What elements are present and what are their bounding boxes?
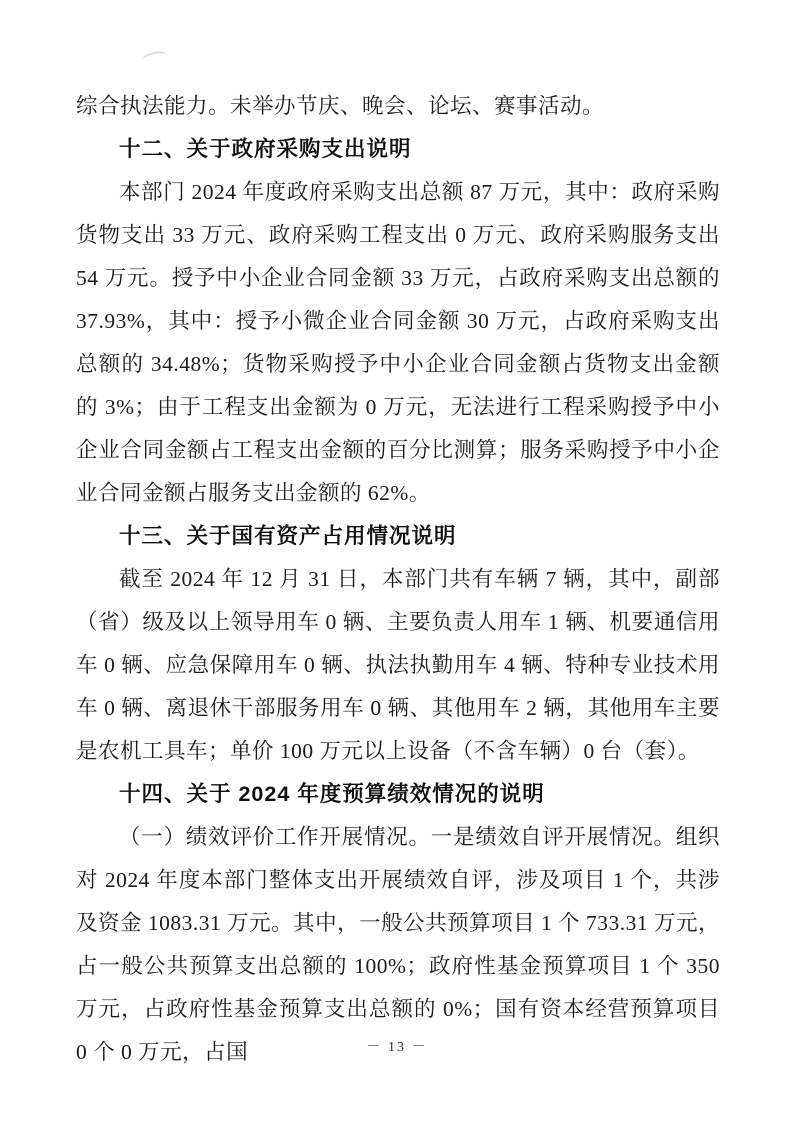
paragraph-performance-evaluation: （一）绩效评价工作开展情况。一是绩效自评开展情况。组织对 2024 年度本部门整体支出开展绩效自评，涉及项目 1 个，共涉及资金 1083.31 万元。其中，一般公共预算项目 1 个 733.31 万元，占一般公共预算支出总额的 100%；政府性基金预算项目 1 个 350 万元，占政府性基金预算支出总额的 0%；国有资本经营预算项目 0 个 0 万元，占国 <box>76 825 721 1064</box>
paragraph-assets-details: 截至 2024 年 12 月 31 日，本部门共有车辆 7 辆，其中，副部（省）级及以上领导用车 0 辆、主要负责人用车 1 辆、机要通信用车 0 辆、应急保障用车 0 辆、执法执勤用车 4 辆、特种专业技术用车 0 辆、离退休干部服务用车 0 辆、其他用车 2 辆，其他用车主要是农机工具车；单价 100 万元以上设备（不含车辆）0 台（套）。 <box>76 567 720 763</box>
paragraph-continued-from-previous-page: 综合执法能力。未举办节庆、晚会、论坛、赛事活动。 <box>76 94 605 118</box>
paragraph-procurement-details: 本部门 2024 年度政府采购支出总额 87 万元，其中：政府采购货物支出 33 万元、政府采购工程支出 0 万元、政府采购服务支出 54 万元。授予中小企业合同金额 33 万元，占政府采购支出总额的 37.93%，其中：授予小微企业合同金额 30 万元，占政府采购支出总额的 34.48%；货物采购授予中小企业合同金额占货物支出金额的 3%；由于工程支出金额为 0 万元，无法进行工程采购授予中小企业合同金额占工程支出金额的百分比测算；服务采购授予中小企业合同金额占服务支出金额的 62%。 <box>76 180 720 505</box>
section-heading-14-budget-performance: 十四、关于 2024 年度预算绩效情况的说明 <box>119 782 545 806</box>
page-content <box>76 85 720 1074</box>
section-heading-12-government-procurement: 十二、关于政府采购支出说明 <box>119 137 412 161</box>
scan-artifact-mark <box>141 49 169 66</box>
section-heading-13-state-owned-assets: 十三、关于国有资产占用情况说明 <box>119 524 457 548</box>
page-number: － 13 － <box>366 1040 428 1055</box>
